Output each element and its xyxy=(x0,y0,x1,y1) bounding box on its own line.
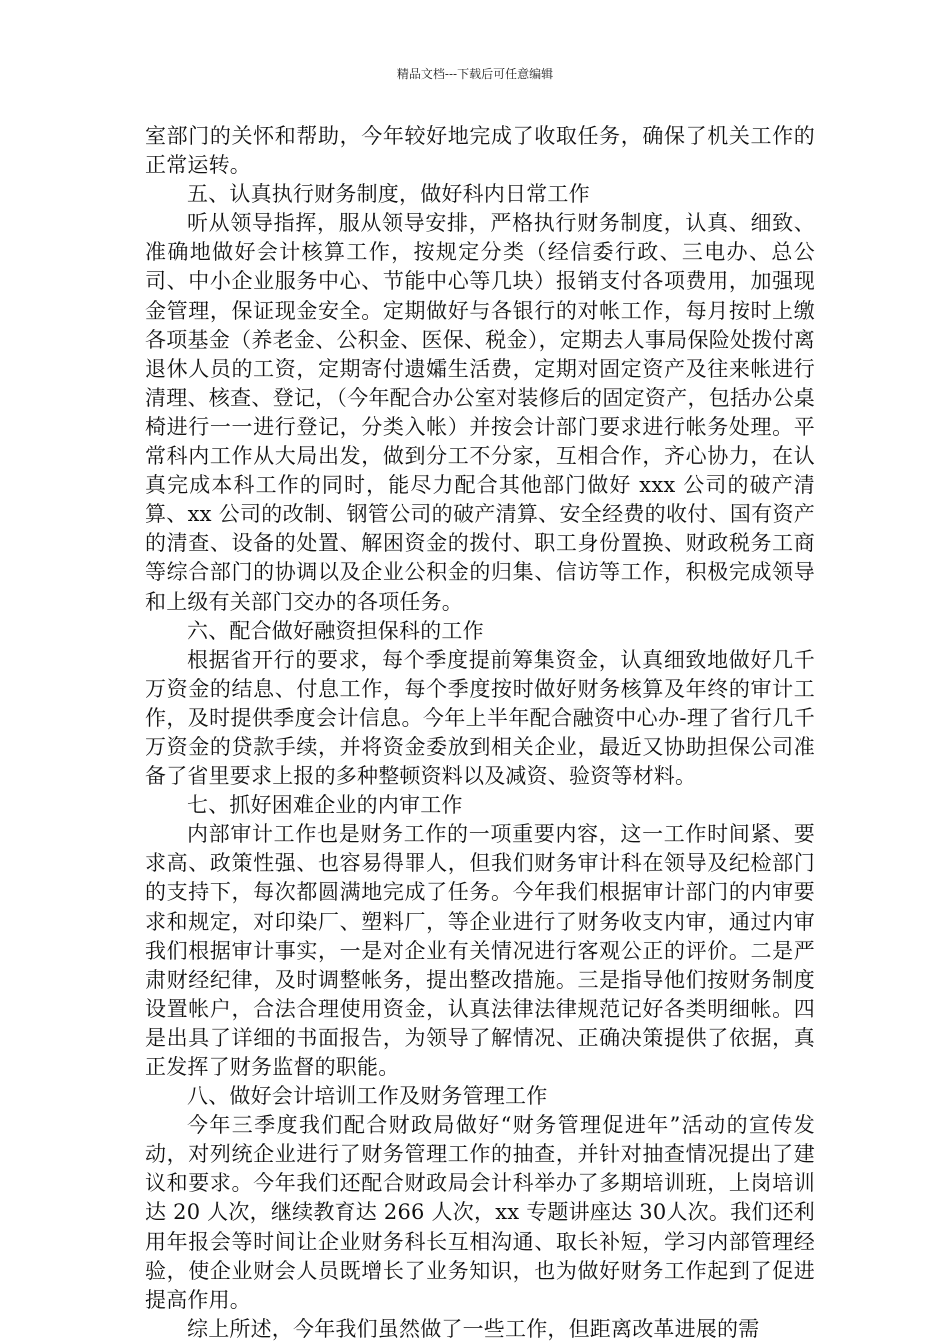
section-heading-5: 五、认真执行财务制度，做好科内日常工作 xyxy=(187,182,590,207)
section-heading-6: 六、配合做好融资担保科的工作 xyxy=(187,618,484,643)
section-heading-7: 七、抓好困难企业的内审工作 xyxy=(187,793,463,818)
paragraph-section-5: 听从领导指挥，服从领导安排，严格执行财务制度，认真、细致、准确地做好会计核算工作，按规定分类（经信委行政、三电办、总公司、中小企业服务中心、节能中心等几块）报销支付各项费用，加强现金管理，保证现金安全。定期做好与各银行的对帐工作，每月按时上缴各项基金（养老金、公积金、医保、税金），定期去人事局保险处拨付离退休人员的工资，定期寄付遗孀生活费，定期对固定资产及往来帐进行清理、核查、登记，（今年配合办公室对装修后的固定资产，包括办公桌椅进行一一进行登记，分类入帐）并按会计部门要求进行帐务处理。平常科内工作从大局出发，做到分工不分家，互相合作，齐心协力，在认真完成本科工作的同时，能尽力配合其他部门做好 xxx 公司的破产清算、xx 公司的改制、钢管公司的破产清算、安全经费的收付、国有资产的清查、设备的处置、解困资金的拨付、职工身份置换、财政税务工商等综合部门的协调以及企业公积金的归集、信访等工作，积极完成领导和上级有关部门交办的各项任务。 xyxy=(145,211,815,614)
paragraph-section-7: 内部审计工作也是财务工作的一项重要内容，这一工作时间紧、要求高、政策性强、也容易得罪人，但我们财务审计科在领导及纪检部门的支持下，每次都圆满地完成了任务。今年我们根据审计部门的内审要求和规定，对印染厂、塑料厂，等企业进行了财务收支内审，通过内审我们根据审计事实，一是对企业有关情况进行客观公正的评价。二是严肃财经纪律，及时调整帐务，提出整改措施。三是指导他们按财务制度设置帐户，合法合理使用资金，认真法律法律规范记好各类明细帐。四是出具了详细的书面报告，为领导了解情况、正确决策提供了依据，真正发挥了财务监督的职能。 xyxy=(145,822,815,1079)
section-heading-8: 八、做好会计培训工作及财务管理工作 xyxy=(187,1084,548,1109)
paragraph-section-8: 今年三季度我们配合财政局做好“财务管理促进年”活动的宣传发动，对列统企业进行了财务管理工作的抽查，并针对抽查情况提出了建议和要求。今年我们还配合财政局会计科举办了多期培训班，上岗培训达 20 人次，继续教育达 266 人次，xx 专题讲座达 30人次。我们还利用年报会等时间让企业财务科长互相沟通、取长补短，学习内部管理经验，使企业财会人员既增长了业务知识，也为做好财务工作起到了促进提高作用。 xyxy=(145,1113,815,1312)
paragraph-continuation: 室部门的关怀和帮助，今年较好地完成了收取任务，确保了机关工作的正常运转。 xyxy=(145,124,815,178)
paragraph-section-6: 根据省开行的要求，每个季度提前筹集资金，认真细致地做好几千万资金的结息、付息工作，每个季度按时做好财务核算及年终的审计工作，及时提供季度会计信息。今年上半年配合融资中心办-理了省行几千万资金的贷款手续，并将资金委放到相关企业，最近又协助担保公司准备了省里要求上报的多种整顿资料以及减资、验资等材料。 xyxy=(145,647,815,789)
document-body xyxy=(145,122,815,1344)
paragraph-summary: 综上所述，今年我们虽然做了一些工作，但距离改革进展的需 xyxy=(187,1316,760,1341)
page-header: 精品文档---下载后可任意编辑 xyxy=(396,67,554,81)
